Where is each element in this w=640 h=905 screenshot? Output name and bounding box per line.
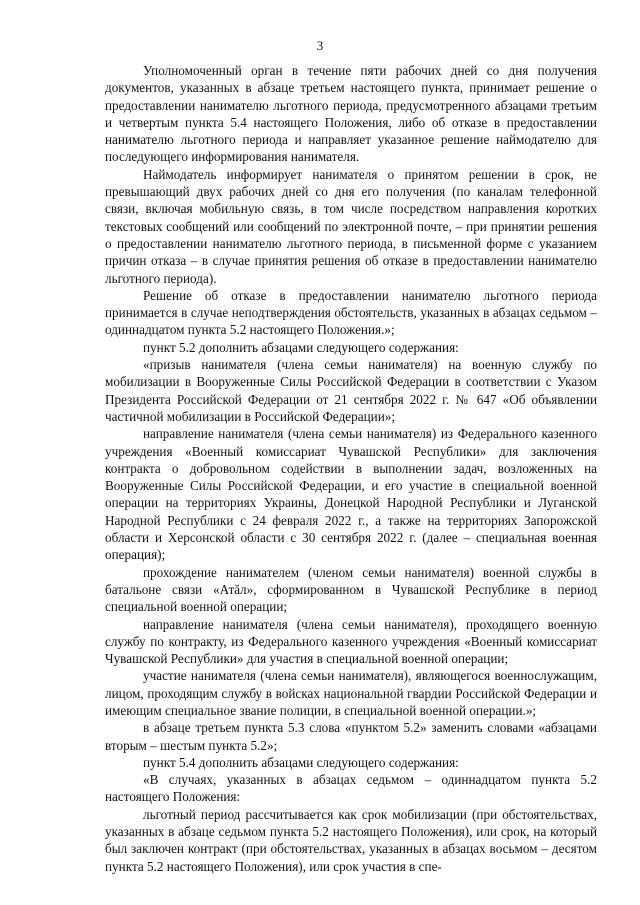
page-number: 3 — [316, 38, 324, 53]
paragraph: участие нанимателя (члена семьи нанимателя), являющегося военнослужащим, лицом, проходящим службу в войсках национальной гвардии Российской Федерации и имеющим специальное звание полиции, в специальной военной операции.»; — [105, 668, 597, 718]
paragraph: пункт 5.2 дополнить абзацами следующего содержания: — [143, 339, 459, 355]
paragraph: прохождение нанимателем (членом семьи нанимателя) военной службы в батальоне связи «Атăл», сформированном в Чувашской Республике в период специальной военной операции; — [105, 564, 597, 615]
paragraph: Уполномоченный орган в течение пяти рабочих дней со дня получения документов, указанных в абзаце третьем настоящего пункта, принимает решение о предоставлении нанимателю льготного периода, предусмотренного абзацами третьим и четвертым пункта 5.4 настоящего Положения, либо об отказе в предоставлении нанимателю льготного периода и направляет указанное решение наймодателю для последующего информирования нанимателя. — [105, 63, 597, 165]
paragraph: «В случаях, указанных в абзацах седьмом – одиннадцатом пункта 5.2 настоящего Положения: — [105, 772, 597, 805]
paragraph: пункт 5.4 дополнить абзацами следующего содержания: — [143, 754, 459, 770]
paragraph: направление нанимателя (члена семьи нанимателя), проходящего военную службу по контракту, из Федерального казенного учреждения «Военный комиссариат Чувашской Республики» для участия в специальной военной операции; — [105, 616, 597, 667]
document-body — [105, 62, 597, 875]
paragraph: Наймодатель информирует нанимателя о принятом решении в срок, не превышающий двух рабочих дней со дня его получения (по каналам телефонной связи, включая мобильную связь, в том числе посредством направления коротких текстовых сообщений или сообщений по электронной почте, – при принятии решения о предоставлении нанимателю льготного периода, в письменной форме с указанием причин отказа – в случае принятия решения об отказе в предоставлении нанимателю льготного периода). — [105, 166, 597, 286]
paragraph: Решение об отказе в предоставлении нанимателю льготного периода принимается в случае неподтверждения обстоятельств, указанных в абзацах седьмом – одиннадцатом пункта 5.2 настоящего Положения.»; — [105, 287, 597, 338]
paragraph: направление нанимателя (члена семьи нанимателя) из Федерального казенного учреждения «Военный комиссариат Чувашской Республики» для заключения контракта о добровольном содействии в выполнении задач, возложенных на Вооруженные Силы Российской Федерации, и его участие в специальной военной операции на территориях Украины, Донецкой Народной Республики и Луганской Народной Республики с 24 февраля 2022 г., а также на территориях Запорожской области и Херсонской области с 30 сентября 2022 г. (далее – специальная военная операция); — [105, 426, 597, 563]
paragraph: льготный период рассчитывается как срок мобилизации (при обстоятельствах, указанных в абзаце седьмом пункта 5.2 настоящего Положения), или срок, на который был заключен контракт (при обстоятельствах, указанных в абзацах восьмом – десятом пункта 5.2 настоящего Положения), или срок участия в спе- — [105, 806, 597, 874]
paragraph: в абзаце третьем пункта 5.3 слова «пунктом 5.2» заменить словами «абзацами вторым – шестым пункта 5.2»; — [105, 720, 597, 753]
paragraph: «призыв нанимателя (члена семьи нанимателя) на военную службу по мобилизации в Вооруженные Силы Российской Федерации в соответствии с Указом Президента Российской Федерации от 21 сентября 2022 г. № 647 «Об объявлении частичной мобилизации в Российской Федерации»; — [105, 357, 597, 424]
